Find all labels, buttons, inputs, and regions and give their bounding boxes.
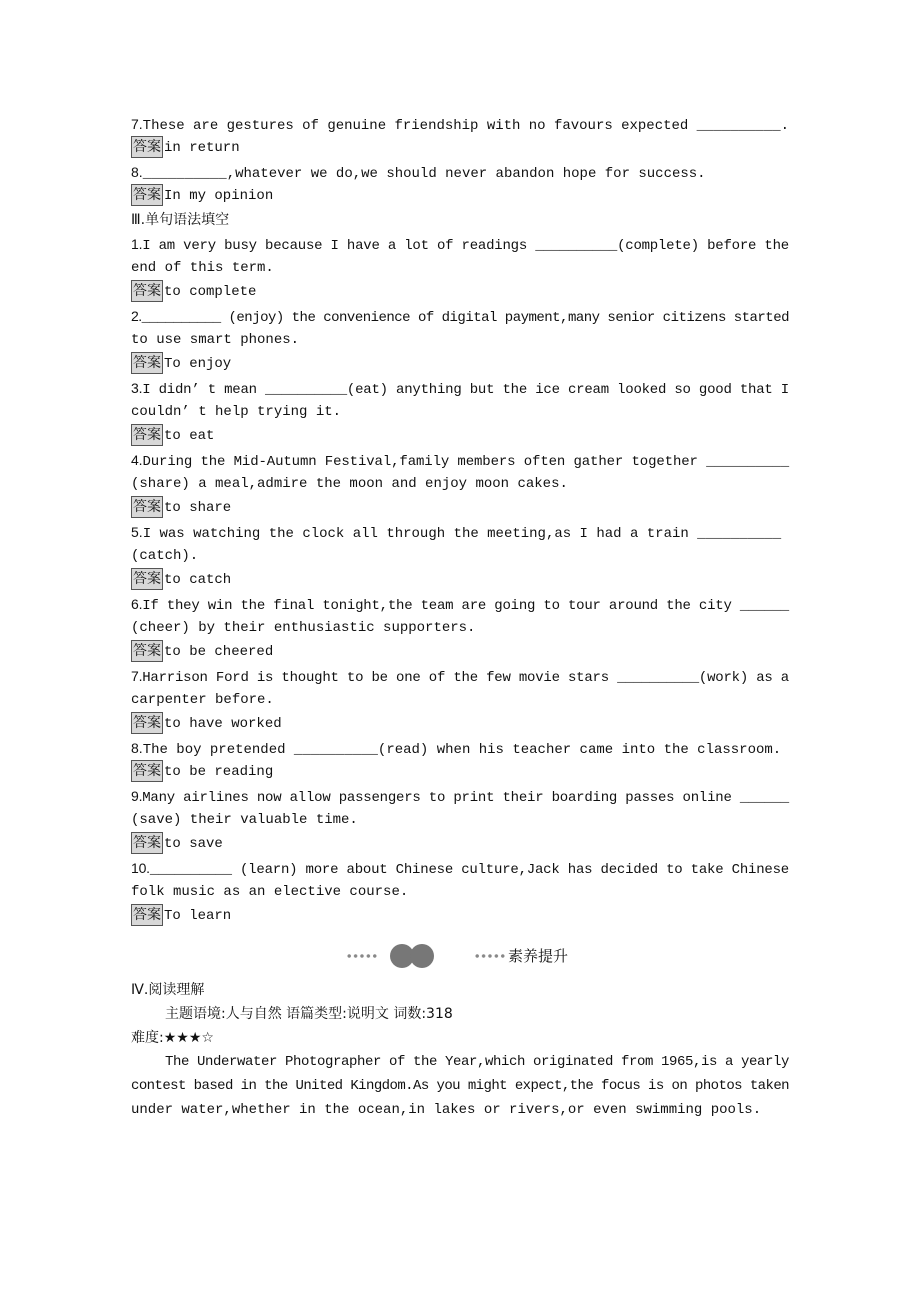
passage-line: contest based in the United Kingdom.As you might expect,the focus is on photos taken	[131, 1078, 789, 1094]
question-text: If they win the final tonight,the team are going to tour around the city ______	[142, 598, 789, 614]
question-text: __________,whatever we do,we should never abandon hope for success.	[142, 166, 706, 182]
question-number: 6.	[131, 596, 143, 612]
question-line	[131, 112, 789, 136]
answer-text: to eat	[164, 428, 215, 444]
question-line	[131, 376, 789, 400]
answer-line	[131, 904, 789, 928]
question-text: The boy pretended __________(read) when his teacher came into the classroom.	[142, 742, 782, 758]
question-text: Many airlines now allow passengers to print their boarding passes online ______	[142, 790, 789, 806]
question-line	[131, 616, 789, 640]
question-number: 9.	[131, 788, 143, 804]
answer-line	[131, 640, 789, 664]
section-divider	[346, 940, 586, 972]
question-line	[131, 808, 789, 832]
answer-text: to share	[164, 500, 232, 516]
answer-line	[131, 712, 789, 736]
question-line	[131, 448, 789, 472]
answer-text: to be cheered	[164, 644, 274, 660]
passage-meta: 主题语境:人与自然 语篇类型:说明文 词数:318	[165, 1006, 453, 1022]
question-text: (catch).	[131, 548, 199, 564]
answer-text: to have worked	[164, 716, 282, 732]
question-line	[131, 256, 789, 280]
answer-line	[131, 496, 789, 520]
passage-line: under water,whether in the ocean,in lakes or rivers,or even swimming pools.	[131, 1102, 762, 1118]
question-number: 1.	[131, 236, 143, 252]
answer-text: to save	[164, 836, 223, 852]
question-line	[131, 304, 789, 328]
question-number: 5.	[131, 524, 143, 540]
answer-line	[131, 760, 789, 784]
question-number: 2.	[131, 308, 142, 324]
question-number: 10.	[131, 860, 150, 876]
question-line	[131, 688, 789, 712]
question-line	[131, 736, 789, 760]
question-text: end of this term.	[131, 260, 274, 276]
answer-text: to be reading	[164, 764, 274, 780]
dots-decoration	[346, 954, 378, 958]
question-number: 4.	[131, 452, 143, 468]
answer-text: to catch	[164, 572, 232, 588]
answer-badge: 答案	[131, 424, 163, 446]
divider-label: 素养提升	[508, 947, 569, 965]
answer-line	[131, 280, 789, 304]
question-number: 3.	[131, 380, 143, 396]
circle-decoration	[410, 944, 434, 968]
question-text: __________ (enjoy) the convenience of digital payment,many senior citizens started	[141, 310, 789, 326]
question-line	[131, 232, 789, 256]
question-number: 7.	[131, 668, 143, 684]
question-line	[131, 880, 789, 904]
question-line	[131, 160, 789, 184]
section-heading: Ⅳ.阅读理解	[131, 982, 205, 998]
question-text: to use smart phones.	[131, 332, 300, 348]
answer-badge: 答案	[131, 832, 163, 854]
answer-badge: 答案	[131, 352, 163, 374]
question-line	[131, 544, 789, 568]
answer-line	[131, 136, 789, 160]
question-text: I was watching the clock all through the meeting,as I had a train __________	[142, 526, 782, 542]
question-line	[131, 472, 789, 496]
answer-text: in return	[164, 140, 240, 156]
section-heading: Ⅲ.单句语法填空	[131, 212, 230, 228]
question-text: Harrison Ford is thought to be one of the few movie stars __________(work) as a	[142, 670, 789, 686]
question-text: (share) a meal,admire the moon and enjoy moon cakes.	[131, 476, 568, 492]
answer-badge: 答案	[131, 640, 163, 662]
answer-badge: 答案	[131, 136, 163, 158]
answer-text: To learn	[164, 908, 232, 924]
answer-badge: 答案	[131, 904, 163, 926]
question-line	[131, 520, 789, 544]
question-line	[131, 400, 789, 424]
question-number: 8.	[131, 164, 143, 180]
answer-text: In my opinion	[164, 188, 274, 204]
question-text: folk music as an elective course.	[131, 884, 409, 900]
question-number: 7.	[131, 116, 143, 132]
answer-line	[131, 832, 789, 856]
question-text: I am very busy because I have a lot of readings __________(complete) before the	[142, 238, 789, 254]
question-line	[131, 592, 789, 616]
answer-badge: 答案	[131, 760, 163, 782]
question-line	[131, 856, 789, 880]
question-text: couldn’ t help trying it.	[131, 404, 342, 420]
passage-line: The Underwater Photographer of the Year,which originated from 1965,is a yearly	[165, 1054, 789, 1070]
question-number: 8.	[131, 740, 143, 756]
question-text: __________ (learn) more about Chinese culture,Jack has decided to take Chinese	[149, 862, 789, 878]
answer-line	[131, 568, 789, 592]
answer-line	[131, 352, 789, 376]
question-text: carpenter before.	[131, 692, 274, 708]
question-text: (cheer) by their enthusiastic supporters.	[131, 620, 476, 636]
answer-line	[131, 424, 789, 448]
answer-badge: 答案	[131, 280, 163, 302]
answer-text: To enjoy	[164, 356, 232, 372]
answer-badge: 答案	[131, 568, 163, 590]
answer-badge: 答案	[131, 712, 163, 734]
question-line	[131, 784, 789, 808]
question-text: During the Mid-Autumn Festival,family members often gather together __________	[142, 454, 789, 470]
difficulty-rating: 难度:★★★☆	[131, 1030, 214, 1046]
question-line	[131, 664, 789, 688]
answer-text: to complete	[164, 284, 257, 300]
answer-badge: 答案	[131, 496, 163, 518]
answer-line	[131, 184, 789, 208]
dots-decoration	[474, 954, 506, 958]
question-text: (save) their valuable time.	[131, 812, 358, 828]
question-line	[131, 328, 789, 352]
answer-badge: 答案	[131, 184, 163, 206]
question-text: These are gestures of genuine friendship with no favours expected __________.	[142, 118, 789, 134]
question-text: I didn’ t mean __________(eat) anything but the ice cream looked so good that I	[142, 382, 789, 398]
